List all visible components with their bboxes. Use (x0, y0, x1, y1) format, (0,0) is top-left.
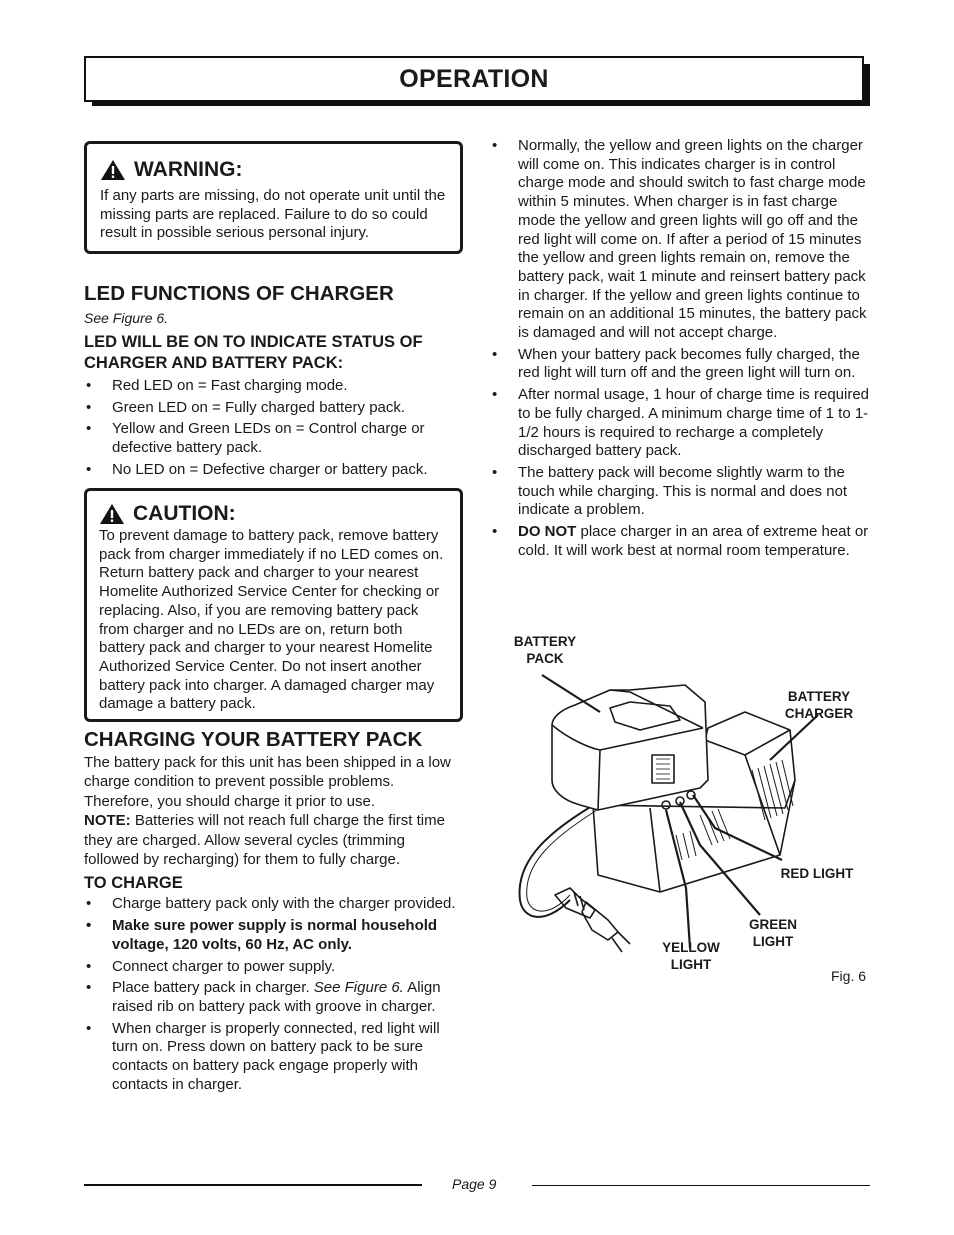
list-item: • When charger is properly connected, red light will turn on. Press down on battery pack to be sure contacts on battery pack engage properly with contacts in charger. (84, 1020, 460, 1095)
warning-title-row (100, 158, 448, 182)
led-see-figure: See Figure 6. (84, 310, 169, 326)
list-item: • Normally, the yellow and green lights on the charger will come on. This indicates charger is in control charge mode and should switch to fast charge mode within 5 minutes. When charger is in fast charge mode the yellow and green lights will go off and the red light will come on. If after a period of 15 minutes the yellow and green lights remain on, remove the battery pack, wait 1 minute and reinsert battery pack in charger. If the yellow and green lights continue to remain on an additional 15 minutes, the battery pack is damaged and will not accept charge. (490, 137, 870, 343)
do-not-label: DO NOT (518, 523, 577, 541)
list-item: • Yellow and Green LEDs on = Control charge or defective battery pack. (84, 420, 456, 457)
page-title: OPERATION (399, 64, 549, 93)
label-text: YELLOW (662, 940, 720, 955)
list-item: • Connect charger to power supply. (84, 958, 460, 977)
charging-notes-list (490, 137, 870, 560)
list-item: • After normal usage, 1 hour of charge time is required to be fully charged. A minimum charge time of 1 to 1-1/2 hours is required to recharge a completely discharged battery pack. (490, 386, 870, 461)
to-charge-heading: TO CHARGE (84, 874, 183, 893)
led-heading: LED FUNCTIONS OF CHARGER (84, 282, 394, 305)
figure-reference: See Figure 6. (313, 979, 404, 997)
label-text: PACK (526, 650, 564, 666)
charging-note (84, 811, 460, 869)
note-label: NOTE: (84, 812, 131, 830)
warning-box (84, 141, 463, 254)
to-charge-list (84, 895, 460, 1094)
item-text: Align raised rib on battery pack with groove in charger. (112, 979, 441, 1015)
list-item: • Make sure power supply is normal household voltage, 120 volts, 60 Hz, AC only. (84, 917, 460, 954)
label-text: BATTERY (787, 689, 851, 704)
caution-text: To prevent damage to battery pack, remove battery pack from charger immediately if no LED comes on. Return battery pack and charger to your nearest Homelite Authorized Service Center for checking or replacing. Also, if you are removing battery pack from charger and no LEDs are on, return both battery pack and charger to your nearest Homelite Authorized Service Center. Do not insert another battery pack into charger. A damaged charger may damage a battery pack. (99, 527, 444, 713)
page-header (84, 56, 864, 102)
list-item: • No LED on = Defective charger or battery pack. (84, 461, 456, 480)
list-item: • Red LED on = Fast charging mode. (84, 377, 456, 396)
label-battery-charger (780, 689, 858, 722)
warning-triangle-icon (99, 503, 125, 525)
item-text: Place battery pack in charger. (112, 979, 314, 997)
label-text: GREEN (748, 917, 797, 932)
item-text: place charger in an area of extreme heat or cold. It will work best at normal room temperature. (518, 523, 869, 559)
list-item (490, 523, 870, 560)
label-text: RED LIGHT (780, 866, 854, 881)
caution-title: CAUTION: (133, 502, 236, 525)
label-text: LIGHT (670, 956, 712, 972)
led-list (84, 377, 456, 480)
note-text: Batteries will not reach full charge the first time they are charged. Allow several cycles (trimming followed by recharging) for them to fully charge. (84, 812, 445, 869)
label-text: LIGHT (752, 933, 794, 949)
label-text: BATTERY (513, 634, 577, 649)
label-yellow-light (656, 940, 726, 973)
right-column (490, 137, 870, 563)
list-item: • Green LED on = Fully charged battery pack. (84, 399, 456, 418)
list-item: • Charge battery pack only with the charger provided. (84, 895, 460, 914)
label-text: CHARGER (784, 705, 854, 721)
label-red-light (778, 866, 856, 883)
warning-triangle-icon (100, 159, 126, 181)
warning-title: WARNING: (134, 158, 243, 181)
list-item (84, 979, 460, 1016)
footer-line-right (532, 1185, 870, 1186)
warning-text: If any parts are missing, do not operate unit until the missing parts are replaced. Failure to do so could result in possible serious personal injury. (100, 187, 446, 242)
list-item: • When your battery pack becomes fully charged, the red light will turn off and the green light will turn on. (490, 346, 870, 383)
charging-intro: The battery pack for this unit has been shipped in a low charge condition to prevent possible problems. Therefore, you should charge it prior to use. (84, 754, 451, 810)
led-subheading: LED WILL BE ON TO INDICATE STATUS OF CHARGER AND BATTERY PACK: (84, 333, 423, 372)
list-item: • The battery pack will become slightly warm to the touch while charging. This is normal and does not indicate a problem. (490, 464, 870, 520)
page-number: Page 9 (452, 1176, 497, 1192)
label-green-light (742, 917, 804, 950)
figure-caption: Fig. 6 (831, 968, 867, 984)
caution-box (84, 488, 463, 722)
footer-line-left (84, 1184, 422, 1186)
charging-section (84, 728, 460, 1097)
caution-title-row (99, 502, 448, 526)
led-section (84, 282, 456, 483)
label-battery-pack (508, 634, 582, 667)
charging-heading: CHARGING YOUR BATTERY PACK (84, 728, 423, 751)
